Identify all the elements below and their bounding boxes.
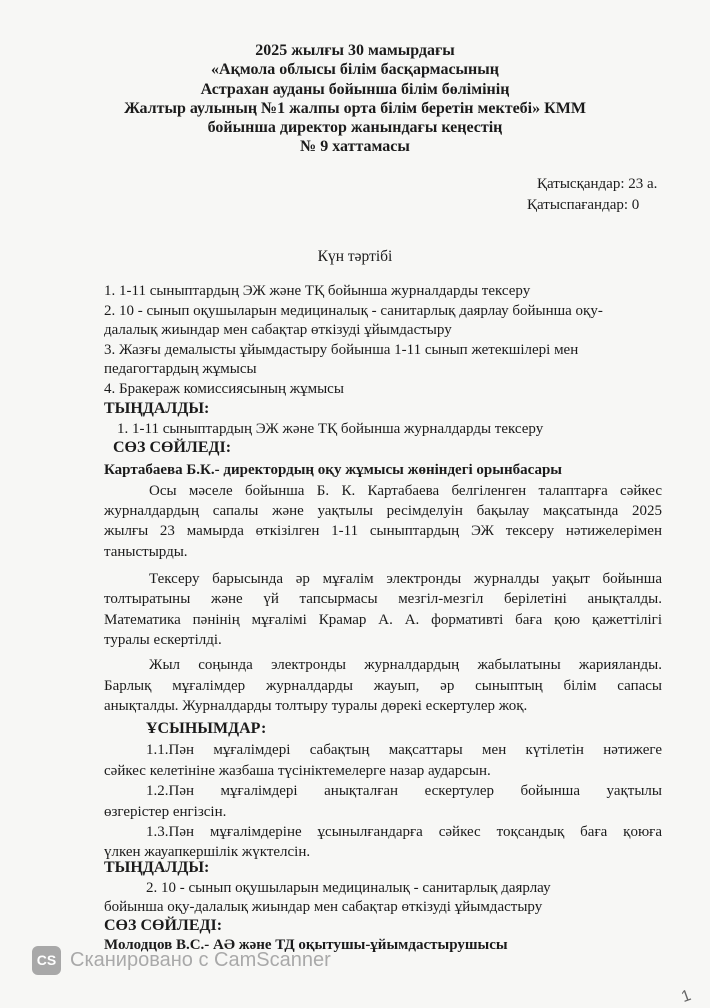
spoke-heading-2: СӨЗ СӨЙЛЕДІ: bbox=[104, 917, 223, 934]
para2-line3: Математика пәнінің мұғалімі Крамар А. А. формативті баға қою қажеттілігі bbox=[104, 612, 662, 628]
speaker-1: Картабаева Б.К.- директордың оқу жұмысы жөніндегі орынбасары bbox=[104, 462, 563, 478]
heard-topic-1: 1. 1-11 сыныптардың ЭЖ және ТҚ бойынша журналдарды тексеру bbox=[117, 421, 544, 437]
header-date: 2025 жылғы 30 мамырдағы bbox=[255, 42, 455, 59]
header-org-line1: «Ақмола облысы білім басқармасының bbox=[211, 61, 499, 78]
para2-line1: Тексеру барысында әр мұғалім электронды журналды уақыт бойынша bbox=[149, 571, 662, 587]
agenda-item-4: 4. Бракераж комиссиясының жұмысы bbox=[104, 381, 344, 397]
camscanner-text: Сканировано с CamScanner bbox=[70, 949, 331, 971]
spoke-heading-1: СӨЗ СӨЙЛЕДІ: bbox=[113, 439, 232, 456]
page-mark: 1 bbox=[679, 987, 694, 1007]
protocol-number: № 9 хаттамасы bbox=[300, 138, 410, 155]
recommendations-heading: ҰСЫНЫМДАР: bbox=[146, 720, 267, 737]
recommendation-1: 1.1.Пән мұғалімдері сабақтың мақсаттары мен күтілетін нәтижеге bbox=[146, 742, 662, 758]
recommendation-3-cont: үлкен жауапкершілік жүктелсін. bbox=[104, 844, 311, 860]
recommendation-1-cont: сәйкес келетініне жазбаша түсініктемелерге назар аударсын. bbox=[104, 763, 491, 779]
recommendation-2-cont: өзгерістер енгізсін. bbox=[104, 804, 227, 820]
para3-line1: Жыл соңында электронды журналдардың жабылатыны жарияланды. bbox=[149, 657, 662, 673]
camscanner-watermark bbox=[0, 945, 710, 985]
heard-topic-2-cont: бойынша оқу-далалық жиындар мен сабақтар өткізуді ұйымдастыру bbox=[104, 899, 543, 915]
para2-line4: туралы ескертілді. bbox=[104, 632, 222, 648]
recommendation-3: 1.3.Пән мұғалімдеріне ұсынылғандарға сәйкес тоқсандық баға қоюға bbox=[146, 824, 662, 840]
attendance-absent: Қатыспағандар: 0 bbox=[527, 197, 640, 213]
agenda-item-3: 3. Жазғы демалысты ұйымдастыру бойынша 1-11 сынып жетекшілері мен bbox=[104, 342, 579, 358]
para1-line1: Осы мәселе бойынша Б. К. Картабаева белгіленген талаптарға сәйкес bbox=[149, 483, 662, 499]
para1-line4: таныстырды. bbox=[104, 544, 188, 560]
speaker-2: Молодцов В.С.- АӘ және ТД оқытушы-ұйымдастырушысы bbox=[104, 937, 508, 953]
agenda-item-2: 2. 10 - сынып оқушыларын медициналық - санитарлық даярлау бойынша оқу- bbox=[104, 303, 603, 319]
agenda-item-3-cont: педагогтардың жұмысы bbox=[104, 361, 257, 377]
para1-line3: жылғы 23 мамырда өткізілген 1-11 сыныптардың ЭЖ тексеру нәтижелерімен bbox=[104, 523, 662, 539]
header-org-line3: Жалтыр аулының №1 жалпы орта білім беретін мектебі» КММ bbox=[124, 100, 586, 117]
para3-line2: Барлық мұғалімдер журналдарды жауып, әр сыныптың білім сапасы bbox=[104, 678, 662, 694]
para1-line2: журналдардың сапалы және уақтылы ресімделуін бақылау мақсатында 2025 bbox=[104, 503, 662, 519]
camscanner-logo: CS bbox=[32, 946, 61, 975]
para3-line3: анықталды. Журналдарды толтыру туралы дөрекі ескертулер жоқ. bbox=[104, 698, 528, 714]
agenda-title: Күн тәртібі bbox=[317, 248, 393, 265]
heard-heading-1: ТЫҢДАЛДЫ: bbox=[104, 400, 210, 417]
agenda-item-1: 1. 1-11 сыныптардың ЭЖ және ТҚ бойынша журналдарды тексеру bbox=[104, 283, 531, 299]
header-org-line4: бойынша директор жанындағы кеңестің bbox=[207, 119, 503, 136]
header-org-line2: Астрахан ауданы бойынша білім бөлімінің bbox=[200, 81, 510, 98]
agenda-item-2-cont: далалық жиындар мен сабақтар өткізуді ұйымдастыру bbox=[104, 322, 452, 338]
para2-line2: толтыратыны және үй тапсырмасы мезгіл-мезгіл берілетіні анықталды. bbox=[104, 591, 662, 607]
heard-heading-2: ТЫҢДАЛДЫ: bbox=[104, 859, 210, 876]
recommendation-2: 1.2.Пән мұғалімдері анықталған ескертулер бойынша уақтылы bbox=[146, 783, 662, 799]
attendance-present: Қатысқандар: 23 а. bbox=[537, 176, 658, 192]
heard-topic-2: 2. 10 - сынып оқушыларын медициналық - санитарлық даярлау bbox=[146, 880, 551, 896]
